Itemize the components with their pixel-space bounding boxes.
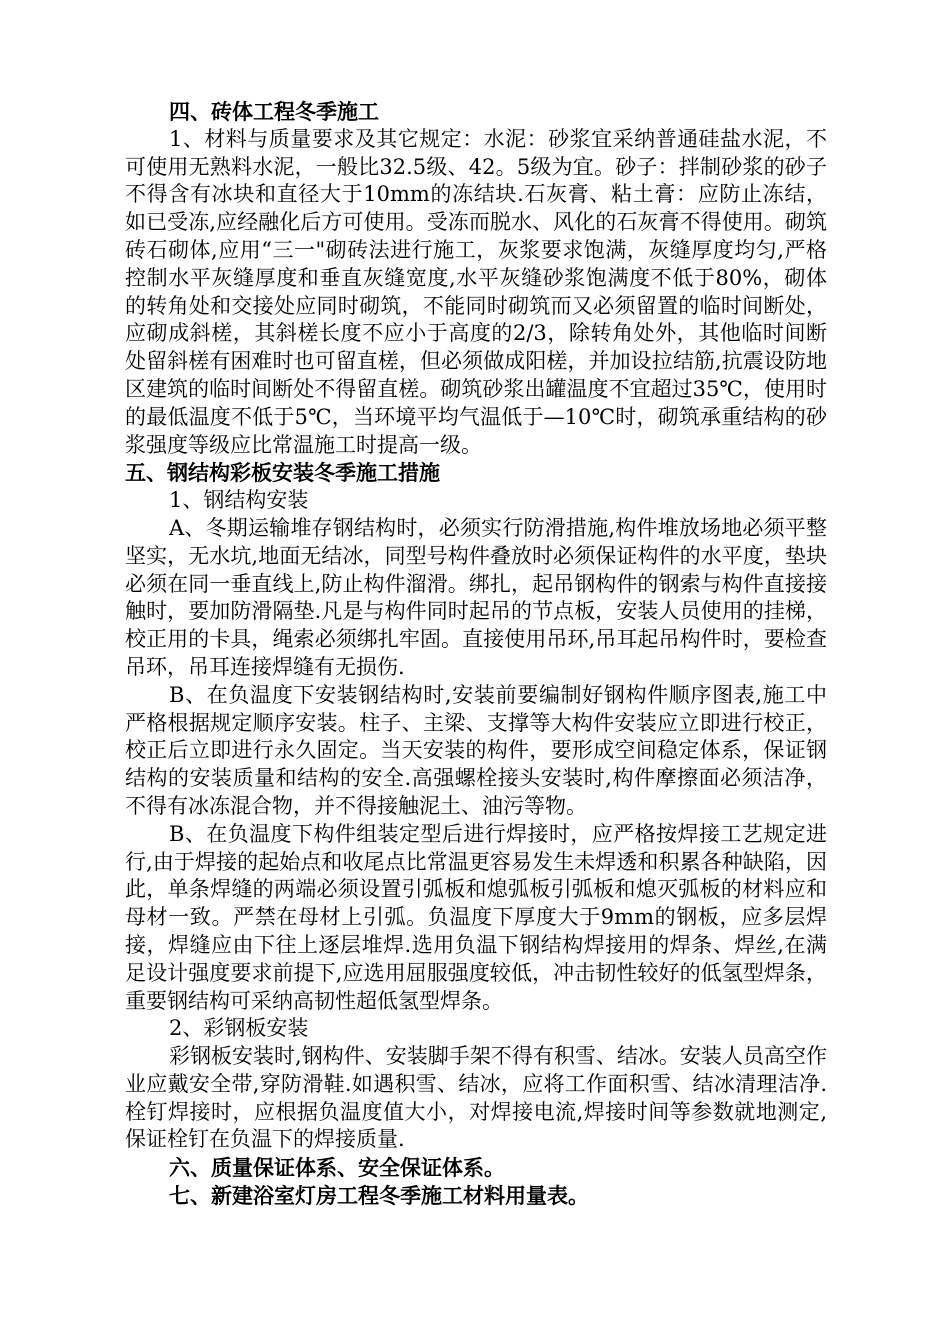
section-5-subheading-1: 1、钢结构安装	[169, 488, 309, 513]
section-4-paragraph-1: 1、材料与质量要求及其它规定：水泥：砂浆宜采纳普通硅盐水泥，不可使用无熟料水泥，一般比32.5级、42。5级为宜。砂子：拌制砂浆的砂子不得含有冰块和直径大于10mm的冻结块.石灰膏、粘土膏：应防止冻结，如已受冻,应经融化后方可使用。受冻而脱水、风化的石灰膏不得使用。砌筑砖石砌体,应用“三一"砌砖法进行施工，灰浆要求饱满，灰缝厚度均匀,严格控制水平灰缝厚度和垂直灰缝宽度,水平灰缝砂浆饱满度不低于80%，砌体的转角处和交接处应同时砌筑，不能同时砌筑而又必须留置的临时间断处，应砌成斜槎，其斜槎长度不应小于高度的2/3，除转角处外，其他临时间断处留斜槎有困难时也可留直槎，但必须做成阳槎，并加设拉结筋,抗震设防地区建筑的临时间断处不得留直槎。砌筑砂浆出罐温度不宜超过35℃，使用时的最低温度不低于5℃，当环境平均气温低于—10℃时，砌筑承重结构的砂浆强度等级应比常温施工时提高一级。	[125, 126, 827, 457]
section-5-paragraph-b1: B、在负温度下安装钢结构时,安装前要编制好钢构件顺序图表,施工中严格根据规定顺序安装。柱子、主梁、支撑等大构件安装应立即进行校正，校正后立即进行永久固定。当天安装的构件，要形成空间稳定体系，保证钢结构的安装质量和结构的安全.高强螺栓接头安装时,构件摩擦面必须洁净，不得有冰冻混合物，并不得接触泥土、油污等物。	[125, 682, 827, 818]
section-6-heading: 六、质量保证体系、安全保证体系。	[169, 1155, 505, 1181]
section-5-paragraph-2: 彩钢板安装时,钢构件、安装脚手架不得有积雪、结冰。安装人员高空作业应戴安全带,穿防滑鞋.如遇积雪、结冰，应将工作面积雪、结冰清理洁净.栓钉焊接时，应根据负温度值大小，对焊接电流,焊接时间等参数就地测定,保证栓钉在负温下的焊接质量.	[125, 1044, 827, 1152]
document-page	[125, 98, 827, 1210]
section-5-paragraph-b2: B、在负温度下构件组装定型后进行焊接时，应严格按焊接工艺规定进行,由于焊接的起始点和收尾点比常温更容易发生未焊透和积累各种缺陷，因此，单条焊缝的两端必须设置引弧板和熄弧板引弧板和熄灭弧板的材料应和母材一致。严禁在母材上引弧。负温度下厚度大于9mm的钢板，应多层焊接，焊缝应由下往上逐层堆焊.选用负温下钢结构焊接用的焊条、焊丝,在满足设计强度要求前提下,应选用屈服强度较低，冲击韧性较好的低氢型焊条，重要钢结构可采纳高韧性超低氢型焊条。	[125, 821, 827, 1013]
section-5-paragraph-a: A、冬期运输堆存钢结构时，必须实行防滑措施,构件堆放场地必须平整坚实，无水坑,地面无结冰，同型号构件叠放时必须保证构件的水平度，垫块必须在同一垂直线上,防止构件溜滑。绑扎，起吊钢构件的钢索与构件直接接触时，要加防滑隔垫.凡是与构件同时起吊的节点板，安装人员使用的挂梯，校正用的卡具，绳索必须绑扎牢固。直接使用吊环,吊耳起吊构件时，要检查吊环，吊耳连接焊缝有无损伤.	[125, 515, 827, 679]
section-7-heading: 七、新建浴室灯房工程冬季施工材料用量表。	[169, 1183, 589, 1209]
section-4-heading: 四、砖体工程冬季施工	[169, 99, 379, 124]
section-5-heading: 五、钢结构彩板安装冬季施工措施	[125, 460, 440, 486]
section-5-subheading-2: 2、彩钢板安装	[169, 1016, 309, 1041]
